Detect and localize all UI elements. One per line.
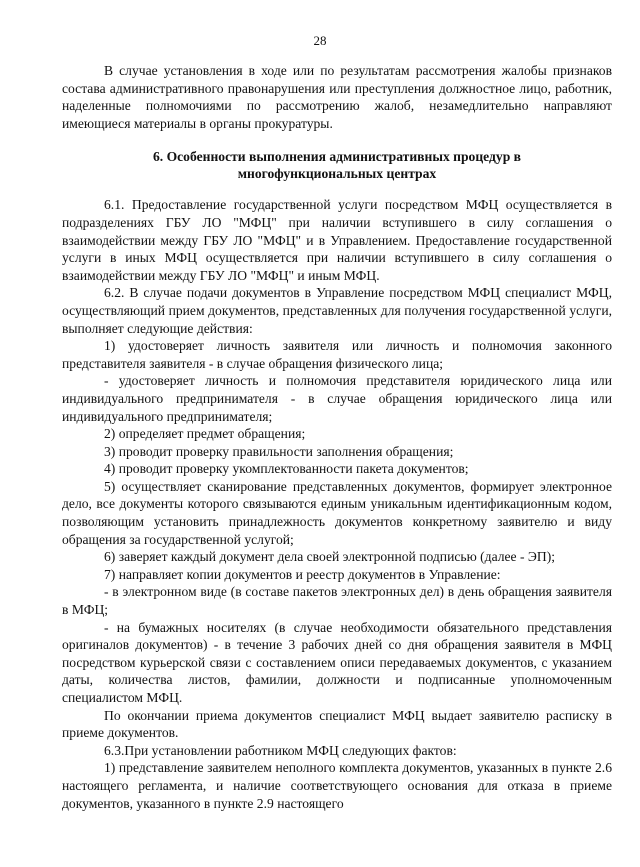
list-item: 1) представление заявителем неполного комплекта документов, указанных в пункте 2.6 настоящего регламента, и наличие соответствующего основания для отказа в приеме документов, указанного в пункте 2.9 настоящего xyxy=(62,760,612,811)
list-item: 5) осуществляет сканирование представленных документов, формирует электронное дело, все документы которого связываются единым уникальным идентификационным кодом, позволяющим установить принадлежность документов конкретному заявителю и виду обращения за государственной услугой; xyxy=(62,478,612,547)
paragraph-6-1: 6.1. Предоставление государственной услуги посредством МФЦ осуществляется в подразделениях ГБУ ЛО "МФЦ" при наличии вступившего в силу соглашения о взаимодействии между ГБУ ЛО "МФЦ" и в Управлением. Предоставление государственной услуги в иных МФЦ осуществляется при наличии вступившего в силу соглашения о взаимодействии между ГБУ ЛО "МФЦ" и иным МФЦ. xyxy=(62,197,612,283)
list-item: 2) определяет предмет обращения; xyxy=(104,426,306,442)
document-body xyxy=(62,60,612,812)
page-number: 28 xyxy=(313,33,327,48)
list-item: 3) проводит проверку правильности заполнения обращения; xyxy=(104,443,454,459)
closing-paragraph: По окончании приема документов специалист МФЦ выдает заявителю расписку в приеме документов. xyxy=(62,707,612,741)
intro-paragraph: В случае установления в ходе или по результатам рассмотрения жалобы признаков состава административного правонарушения или преступления должностное лицо, работник, наделенные полномочиями по рассмотрению жалоб, незамедлительно направляют имеющиеся материалы в органы прокуратуры. xyxy=(62,63,612,131)
section-heading xyxy=(62,148,612,182)
list-item: 4) проводит проверку укомплектованности пакета документов; xyxy=(104,461,469,477)
paragraph-6-3: 6.3.При установлении работником МФЦ следующих фактов: xyxy=(104,742,457,758)
paragraph-6-2: 6.2. В случае подачи документов в Управление посредством МФЦ специалист МФЦ, осуществляющий прием документов, представленных для получения государственной услуги, выполняет следующие действия: xyxy=(62,285,612,336)
section-heading-line-1: 6. Особенности выполнения административных процедур в xyxy=(152,149,522,165)
list-item: 7) направляет копии документов и реестр документов в Управление: xyxy=(104,566,501,582)
section-heading-line-2: многофункциональных центрах xyxy=(237,166,437,182)
list-item: - удостоверяет личность и полномочия представителя юридического лица или индивидуального предпринимателя - в случае обращения юридического лица или индивидуального предпринимателя; xyxy=(62,373,612,424)
list-item: - в электронном виде (в составе пакетов электронных дел) в день обращения заявителя в МФЦ; xyxy=(62,584,612,618)
list-item: 1) удостоверяет личность заявителя или личность и полномочия законного представителя заявителя - в случае обращения физического лица; xyxy=(62,338,612,371)
list-item: - на бумажных носителях (в случае необходимости обязательного представления оригиналов документов) - в течение 3 рабочих дней со дня обращения заявителя в МФЦ посредством курьерской связи с составлением описи передаваемых документов, с указанием даты, количества листов, фамилии, должности и подписанные уполномоченным специалистом МФЦ. xyxy=(62,619,612,705)
list-item: 6) заверяет каждый документ дела своей электронной подписью (далее - ЭП); xyxy=(104,549,556,565)
